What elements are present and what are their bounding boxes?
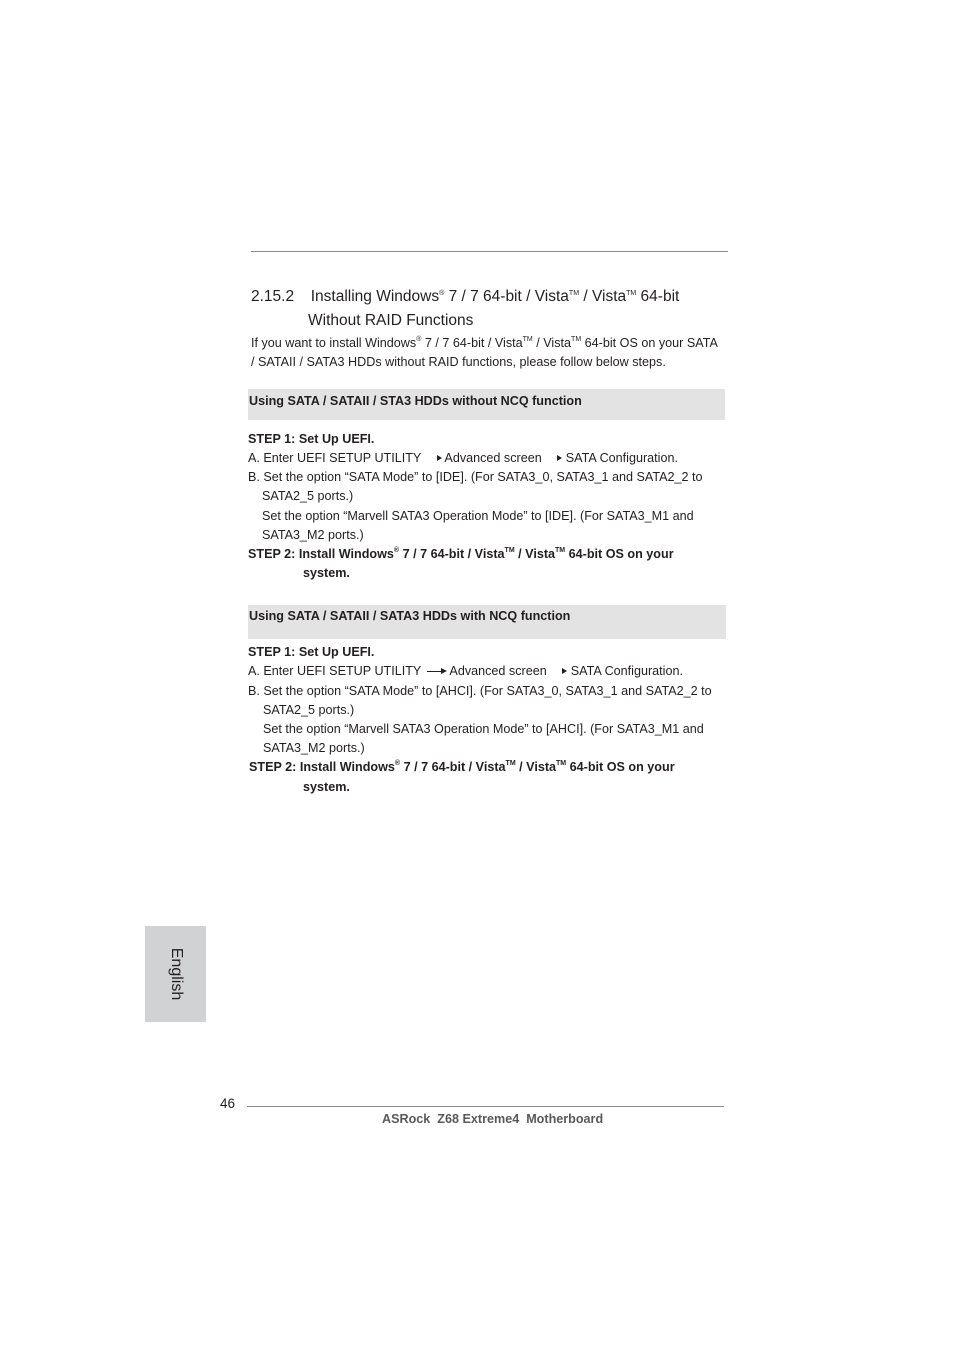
block1-step1: STEP 1: Set Up UEFI. — [248, 432, 375, 446]
block2-step1: STEP 1: Set Up UEFI. — [248, 645, 375, 659]
block2-heading: Using SATA / SATAII / SATA3 HDDs with NCQ function — [249, 609, 571, 623]
block2-step-c-line2: SATA3_M2 ports.) — [263, 741, 365, 755]
top-divider — [251, 251, 728, 252]
long-arrow-right-icon — [427, 667, 447, 675]
arrow-right-icon — [562, 668, 567, 674]
block1-step2: STEP 2: Install Windows® 7 / 7 64-bit / Vista™ / Vista™ 64-bit OS on your — [248, 547, 674, 561]
intro-paragraph: If you want to install Windows® 7 / 7 64-bit / Vista™ / Vista™ 64-bit OS on your SATA — [251, 336, 718, 350]
language-tab — [145, 926, 206, 1022]
arrow-right-icon — [437, 455, 442, 461]
page-number: 46 — [220, 1096, 236, 1111]
block1-step-a: A. Enter UEFI SETUP UTILITY Advanced screen SATA Configuration. — [248, 451, 678, 465]
block2-heading-band — [248, 605, 726, 639]
block1-step-c-line2: SATA3_M2 ports.) — [262, 528, 364, 542]
block2-step-b-line2: SATA2_5 ports.) — [263, 703, 355, 717]
language-tab-label: English — [167, 947, 185, 1001]
block2-step2-line2: system. — [303, 780, 350, 794]
block2-step-c: Set the option “Marvell SATA3 Operation Mode” to [AHCI]. (For SATA3_M1 and — [263, 722, 704, 736]
footer-divider — [247, 1106, 724, 1107]
intro-paragraph-line2: / SATAII / SATA3 HDDs without RAID functions, please follow below steps. — [251, 355, 666, 369]
block1-step-b: B. Set the option “SATA Mode” to [IDE]. (For SATA3_0, SATA3_1 and SATA2_2 to — [248, 470, 703, 484]
block1-heading-band — [248, 389, 725, 420]
block2-step-a: A. Enter UEFI SETUP UTILITY Advanced screen SATA Configuration. — [248, 664, 683, 678]
arrow-right-icon — [557, 455, 562, 461]
footer-product-name: ASRock Z68 Extreme4 Motherboard — [382, 1112, 604, 1126]
block1-heading: Using SATA / SATAII / STA3 HDDs without NCQ function — [249, 394, 582, 408]
block2-step-b: B. Set the option “SATA Mode” to [AHCI]. (For SATA3_0, SATA3_1 and SATA2_2 to — [248, 684, 712, 698]
block1-step2-line2: system. — [303, 566, 350, 580]
block2-step2: STEP 2: Install Windows® 7 / 7 64-bit / Vista™ / Vista™ 64-bit OS on your — [249, 760, 675, 774]
section-title-line2: Without RAID Functions — [308, 312, 474, 329]
section-number: 2.15.2 — [251, 288, 295, 305]
block1-step-c: Set the option “Marvell SATA3 Operation Mode” to [IDE]. (For SATA3_M1 and — [262, 509, 694, 523]
section-title: 2.15.2 Installing Windows® 7 / 7 64-bit / Vista™ / Vista™ 64-bit — [251, 288, 680, 305]
block1-step-b-line2: SATA2_5 ports.) — [262, 489, 354, 503]
